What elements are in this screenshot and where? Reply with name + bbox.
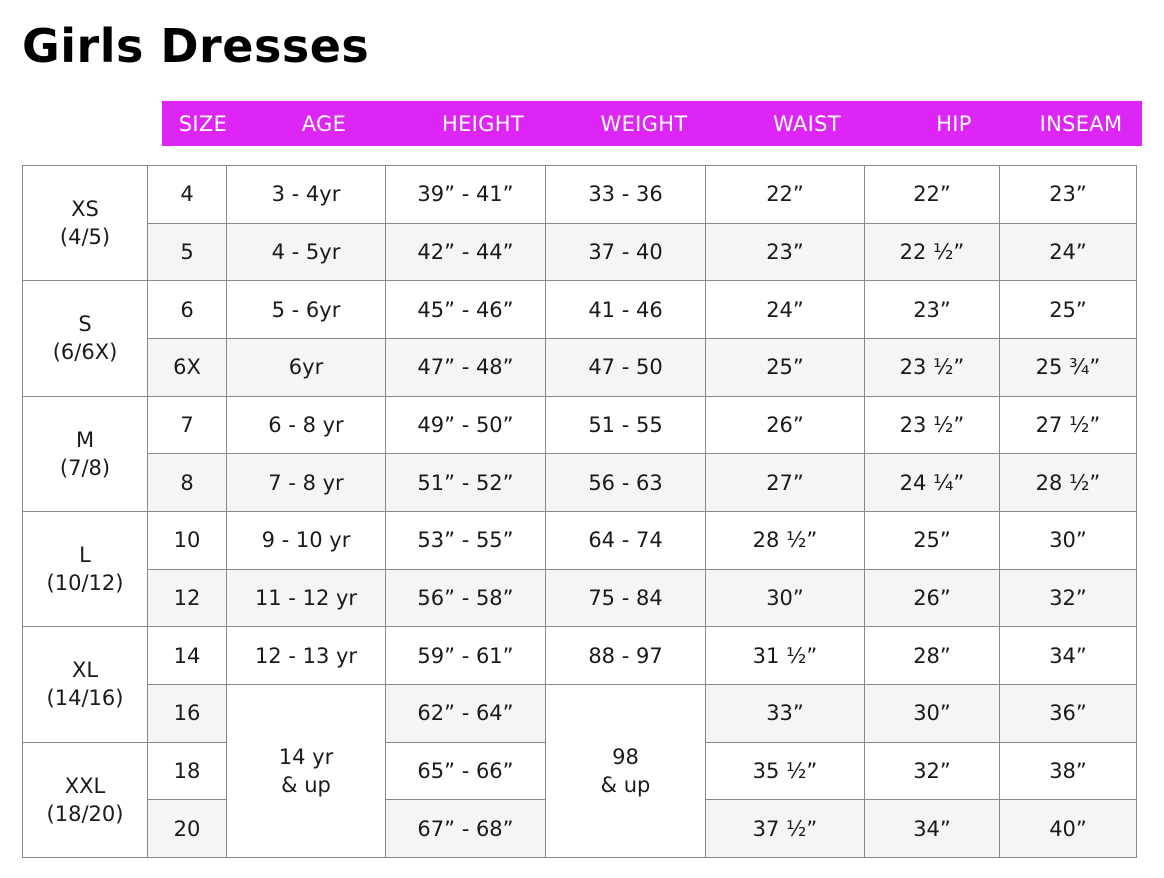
cell-height: 39” - 41” — [386, 166, 546, 224]
cell-inseam: 25” — [1000, 281, 1137, 339]
header-size: SIZE — [178, 112, 228, 136]
cell-weight: 88 - 97 — [546, 627, 706, 685]
cell-inseam: 40” — [1000, 800, 1137, 858]
cell-waist: 33” — [706, 684, 865, 742]
cell-hip: 28” — [865, 627, 1000, 685]
size-group-xs: XS (4/5) — [23, 166, 148, 281]
table-row — [23, 396, 1137, 454]
cell-hip: 23 ½” — [865, 338, 1000, 396]
cell-height: 62” - 64” — [386, 684, 546, 742]
cell-age: 3 - 4yr — [227, 166, 386, 224]
table-row — [23, 627, 1137, 685]
cell-weight: 33 - 36 — [546, 166, 706, 224]
header-height: HEIGHT — [442, 112, 524, 136]
cell-height: 47” - 48” — [386, 338, 546, 396]
cell-hip: 24 ¼” — [865, 454, 1000, 512]
cell-age: 11 - 12 yr — [227, 569, 386, 627]
cell-size: 8 — [148, 454, 227, 512]
cell-size: 7 — [148, 396, 227, 454]
table-row — [23, 454, 1137, 512]
cell-weight: 75 - 84 — [546, 569, 706, 627]
cell-weight-merged: 98 & up — [546, 684, 706, 857]
table-row — [23, 223, 1137, 281]
table-row — [23, 569, 1137, 627]
cell-size: 12 — [148, 569, 227, 627]
cell-size: 20 — [148, 800, 227, 858]
cell-weight: 64 - 74 — [546, 511, 706, 569]
cell-hip: 26” — [865, 569, 1000, 627]
cell-size: 14 — [148, 627, 227, 685]
cell-height: 51” - 52” — [386, 454, 546, 512]
header-weight: WEIGHT — [600, 112, 688, 136]
cell-inseam: 27 ½” — [1000, 396, 1137, 454]
cell-height: 42” - 44” — [386, 223, 546, 281]
cell-size: 10 — [148, 511, 227, 569]
header-hip: HIP — [936, 112, 972, 136]
cell-hip: 22” — [865, 166, 1000, 224]
cell-age: 7 - 8 yr — [227, 454, 386, 512]
cell-age: 5 - 6yr — [227, 281, 386, 339]
header-age: AGE — [301, 112, 347, 136]
cell-hip: 34” — [865, 800, 1000, 858]
table-row — [23, 166, 1137, 224]
cell-size: 18 — [148, 742, 227, 800]
table-row — [23, 281, 1137, 339]
page-title: Girls Dresses — [22, 19, 370, 73]
cell-waist: 30” — [706, 569, 865, 627]
cell-size: 6 — [148, 281, 227, 339]
cell-inseam: 28 ½” — [1000, 454, 1137, 512]
cell-inseam: 32” — [1000, 569, 1137, 627]
cell-waist: 35 ½” — [706, 742, 865, 800]
cell-hip: 23 ½” — [865, 396, 1000, 454]
cell-hip: 32” — [865, 742, 1000, 800]
cell-height: 53” - 55” — [386, 511, 546, 569]
cell-weight: 47 - 50 — [546, 338, 706, 396]
cell-inseam: 23” — [1000, 166, 1137, 224]
header-inseam: INSEAM — [1039, 112, 1123, 136]
cell-height: 65” - 66” — [386, 742, 546, 800]
cell-age-merged: 14 yr & up — [227, 684, 386, 857]
cell-inseam: 25 ¾” — [1000, 338, 1137, 396]
cell-weight: 41 - 46 — [546, 281, 706, 339]
cell-inseam: 38” — [1000, 742, 1137, 800]
header-waist: WAIST — [773, 112, 841, 136]
cell-age: 12 - 13 yr — [227, 627, 386, 685]
cell-hip: 25” — [865, 511, 1000, 569]
cell-inseam: 30” — [1000, 511, 1137, 569]
cell-waist: 27” — [706, 454, 865, 512]
cell-weight: 56 - 63 — [546, 454, 706, 512]
cell-inseam: 36” — [1000, 684, 1137, 742]
size-group-m: M (7/8) — [23, 396, 148, 511]
cell-height: 49” - 50” — [386, 396, 546, 454]
table-row — [23, 684, 1137, 742]
cell-weight: 37 - 40 — [546, 223, 706, 281]
size-group-l: L (10/12) — [23, 511, 148, 626]
cell-height: 45” - 46” — [386, 281, 546, 339]
cell-size: 16 — [148, 684, 227, 742]
cell-size: 5 — [148, 223, 227, 281]
size-group-xxl: XXL (18/20) — [23, 742, 148, 857]
cell-age: 4 - 5yr — [227, 223, 386, 281]
cell-age: 9 - 10 yr — [227, 511, 386, 569]
cell-size: 4 — [148, 166, 227, 224]
cell-waist: 37 ½” — [706, 800, 865, 858]
column-header-bar — [162, 101, 1142, 146]
cell-waist: 31 ½” — [706, 627, 865, 685]
cell-hip: 30” — [865, 684, 1000, 742]
cell-waist: 26” — [706, 396, 865, 454]
cell-height: 67” - 68” — [386, 800, 546, 858]
table-row — [23, 511, 1137, 569]
cell-waist: 22” — [706, 166, 865, 224]
cell-height: 59” - 61” — [386, 627, 546, 685]
cell-inseam: 24” — [1000, 223, 1137, 281]
cell-hip: 22 ½” — [865, 223, 1000, 281]
cell-weight: 51 - 55 — [546, 396, 706, 454]
size-group-xl: XL (14/16) — [23, 627, 148, 742]
cell-waist: 25” — [706, 338, 865, 396]
size-group-s: S (6/6X) — [23, 281, 148, 396]
cell-waist: 24” — [706, 281, 865, 339]
cell-waist: 23” — [706, 223, 865, 281]
table-row — [23, 338, 1137, 396]
cell-inseam: 34” — [1000, 627, 1137, 685]
cell-age: 6 - 8 yr — [227, 396, 386, 454]
cell-size: 6X — [148, 338, 227, 396]
cell-age: 6yr — [227, 338, 386, 396]
size-chart-table — [22, 165, 1137, 858]
cell-height: 56” - 58” — [386, 569, 546, 627]
cell-hip: 23” — [865, 281, 1000, 339]
cell-waist: 28 ½” — [706, 511, 865, 569]
